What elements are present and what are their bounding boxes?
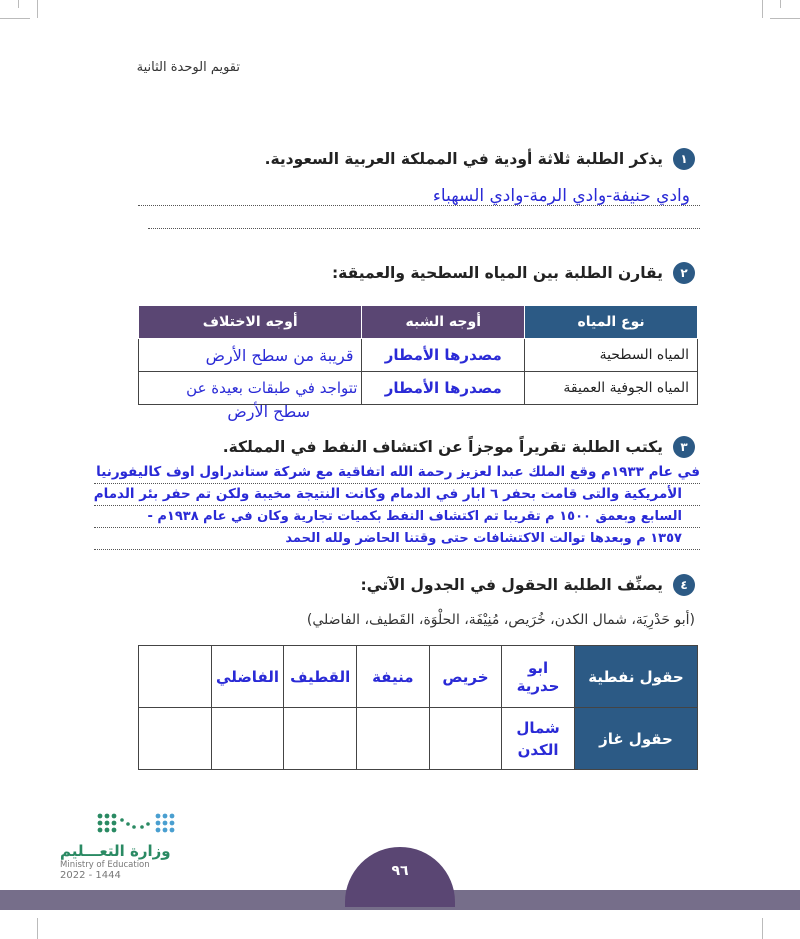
water-type-cell: المياه الجوفية العميقة	[525, 372, 698, 405]
oil-field-cell: خريص	[429, 646, 502, 708]
table-row	[139, 708, 698, 770]
similarity-cell: مصدرها الأمطار	[362, 372, 525, 405]
difference-cell: تتواجد في طبقات بعيدة عن	[139, 372, 362, 405]
crop-mark	[770, 18, 800, 19]
column-header: نوع المياه	[525, 306, 698, 339]
gas-field-cell	[139, 708, 212, 770]
table-row	[139, 372, 698, 405]
similarity-cell: مصدرها الأمطار	[362, 339, 525, 372]
crop-mark	[37, 0, 38, 18]
question-number: ٣	[673, 436, 695, 458]
question-2	[332, 262, 695, 284]
question-number: ٢	[673, 262, 695, 284]
oil-field-cell: منيفة	[356, 646, 429, 708]
ministry-logo	[60, 808, 190, 881]
water-type-cell: المياه السطحية	[525, 339, 698, 372]
report-line: الأمريكية والتى قامت بحفر ٦ ابار في الدمام وكانت النتيجة مخيبة ولكن تم حفر بئر الدمام	[94, 484, 700, 506]
question-text: يقارن الطلبة بين المياه السطحية والعميقة:	[331, 264, 663, 282]
difference-continuation: سطح الأرض	[227, 402, 310, 421]
report-line: ١٣٥٧ م وبعدها توالت الاكتشافات حتى وقتنا الحاضر ولله الحمد	[94, 528, 700, 550]
oil-field-cell: الفاضلي	[211, 646, 284, 708]
ministry-name-en: Ministry of Education	[60, 860, 150, 870]
question-3	[223, 436, 695, 458]
row-header-oil: حقول نفطية	[574, 646, 697, 708]
crop-mark	[0, 18, 30, 19]
question-1	[265, 148, 695, 170]
question-text: يصنِّف الطلبة الحقول في الجدول الآتي:	[360, 576, 663, 594]
gas-field-cell	[284, 708, 357, 770]
question-number: ٤	[673, 574, 695, 596]
crop-mark	[18, 0, 19, 8]
table-row	[139, 646, 698, 708]
report-handwritten	[94, 462, 700, 550]
table-row	[139, 339, 698, 372]
report-line: السابع وبعمق ١٥٠٠ م تقريبا تم اكتشاف النفط بكميات تجارية وكان في عام ١٩٣٨م -	[94, 506, 700, 528]
ministry-name-ar: وزارة التعـــليم	[60, 842, 171, 860]
question-text: يكتب الطلبة تقريراً موجزاً عن اكتشاف النفط في المملكة.	[222, 438, 663, 456]
oil-field-cell	[139, 646, 212, 708]
crop-mark	[762, 918, 763, 939]
water-comparison-table	[138, 305, 698, 405]
crop-mark	[37, 918, 38, 939]
answer-line	[148, 228, 700, 229]
report-line: في عام ١٩٣٣م وقع الملك عبدا لعزيز رحمة الله اتفاقية مع شركة ستاندراول اوف كاليفورنيا	[94, 462, 700, 484]
question-text: يذكر الطلبة ثلاثة أودية في المملكة العربية السعودية.	[264, 150, 663, 168]
ministry-dots-icon	[60, 808, 190, 838]
field-options: (أبو حَدْرِيَة، شمال الكدن، خُرَيص، مُنِيْفَة، الحلْوَة، القَطيف، الفاضلي)	[306, 612, 695, 628]
difference-cell: قريبة من سطح الأرض	[139, 339, 362, 372]
oil-field-cell: ابو حدرية	[502, 646, 575, 708]
column-header: أوجه الاختلاف	[139, 306, 362, 339]
fields-classification-table	[138, 645, 698, 770]
academic-year: 2022 - 1444	[60, 870, 121, 881]
gas-field-cell	[429, 708, 502, 770]
page-number: ٩٦	[391, 863, 409, 879]
column-header: أوجه الشبه	[362, 306, 525, 339]
question-4	[361, 574, 696, 596]
crop-mark	[762, 0, 763, 18]
oil-field-cell: القطيف	[284, 646, 357, 708]
question-number: ١	[673, 148, 695, 170]
section-title: تقويم الوحدة الثانية	[136, 60, 240, 75]
gas-field-cell	[211, 708, 284, 770]
answer-line	[138, 205, 700, 206]
row-header-gas: حقول غاز	[574, 708, 697, 770]
answer-handwritten: وادي حنيفة-وادي الرمة-وادي السهباء	[432, 186, 690, 206]
gas-field-cell: شمال الكدن	[502, 708, 575, 770]
gas-field-cell	[356, 708, 429, 770]
crop-mark	[780, 0, 781, 8]
